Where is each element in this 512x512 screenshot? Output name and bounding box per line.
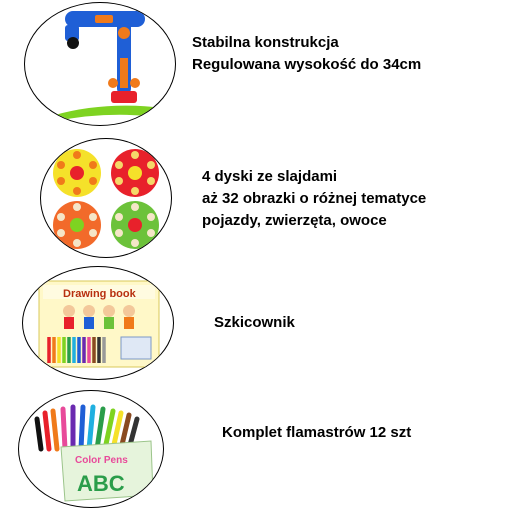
sketchbook-title: Drawing book (63, 288, 136, 300)
sketchbook-icon (22, 266, 174, 380)
feature-text-projector (192, 32, 421, 76)
feature-row-discs (0, 130, 512, 260)
pen-box-letters: ABC (77, 471, 125, 496)
pen-box-title: Color Pens (75, 455, 128, 466)
feature-text-sketchbook (214, 312, 295, 334)
feature-text-pens (222, 422, 411, 444)
feature-line: aż 32 obrazki o różnej tematyce (202, 190, 427, 207)
feature-line: Komplet flamastrów 12 szt (222, 424, 412, 441)
projector-stand-icon (24, 2, 176, 126)
feature-row-projector (0, 0, 512, 130)
feature-line: 4 dyski ze slajdami (202, 168, 338, 185)
felt-pens-icon (18, 390, 164, 508)
feature-line: pojazdy, zwierzęta, owoce (202, 212, 387, 229)
feature-text-discs (202, 166, 426, 232)
feature-line: Szkicownik (214, 314, 295, 331)
slide-discs-icon (40, 138, 172, 258)
feature-row-sketchbook (0, 262, 512, 382)
feature-line: Regulowana wysokość do 34cm (192, 56, 422, 73)
feature-line: Stabilna konstrukcja (192, 34, 339, 51)
feature-row-pens (0, 384, 512, 512)
